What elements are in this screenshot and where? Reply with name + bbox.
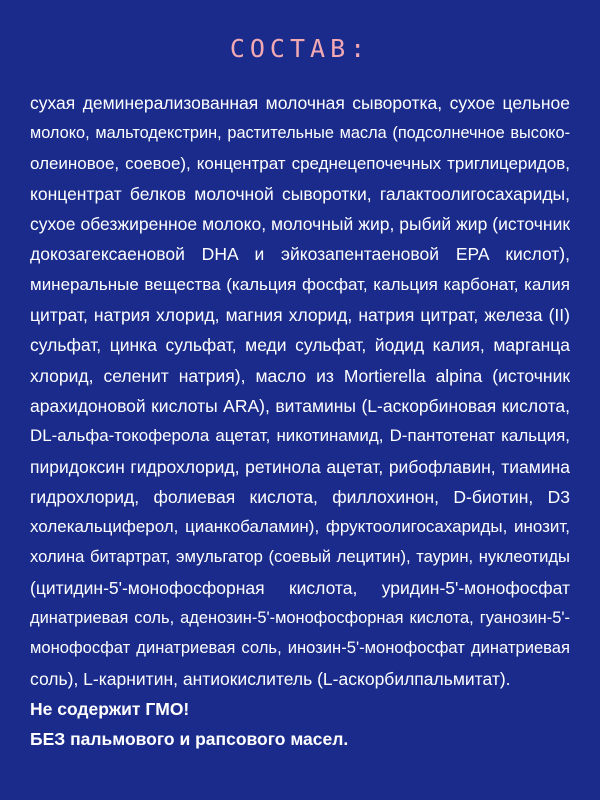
ingredients-line: сухое обезжиренное молоко, молочный жир, рыбий жир (источник (30, 214, 570, 235)
ingredients-line: минеральные вещества (кальция фосфат, кальция карбонат, калия (30, 274, 570, 294)
ingredients-line: гидрохлорид, фолиевая кислота, филлохинон, D-биотин, D3 (30, 486, 570, 507)
ingredients-line: соль), L-карнитин, антиокислитель (L-аскорбилпальмитат). (30, 668, 511, 689)
ingredients-line: динатриевая соль, аденозин-5'-монофосфорная кислота, гуанозин-5'- (30, 609, 570, 628)
ingredients-line: холина битартрат, эмульгатор (соевый лецитин), таурин, нуклеотиды (30, 547, 570, 567)
no-palm-oil-note: БЕЗ пальмового и рапсового масел. (30, 729, 349, 750)
ingredients-line: хлорид, селенит натрия), масло из Mortierella alpina (источник (30, 365, 570, 386)
ingredients-line: олеиновое, соевое), концентрат среднецепочечных триглицеридов, (30, 153, 570, 173)
ingredients-line: (цитидин-5'-монофосфорная кислота, уридин-5'-монофосфат (30, 577, 570, 598)
ingredients-line: холекальциферол, цианкобаламин), фруктоолигосахариды, инозит, (30, 517, 570, 537)
ingredients-line: пиридоксин гидрохлорид, ретинола ацетат, рибофлавин, тиамина (30, 456, 570, 477)
ingredients-line: цитрат, натрия хлорид, магния хлорид, натрия цитрат, железа (II) (30, 305, 570, 326)
gmo-free-note: Не содержит ГМО! (30, 698, 190, 719)
ingredients-line: монофосфат динатриевая соль, инозин-5'-монофосфат динатриевая (30, 638, 570, 658)
ingredients-text (30, 88, 570, 755)
ingredients-line: концентрат белков молочной сыворотки, галактоолигосахариды, (30, 183, 570, 204)
ingredients-line: сульфат, цинка сульфат, меди сульфат, йодид калия, марганца (30, 335, 570, 356)
ingredients-line: DL-альфа-токоферола ацетат, никотинамид, D-пантотенат кальция, (30, 426, 570, 446)
section-title: СОСТАВ: (229, 34, 371, 63)
ingredients-line: молоко, мальтодекстрин, растительные масла (подсолнечное высоко- (30, 124, 570, 143)
ingredients-line: докозагексаеновой DHA и эйкозапентаеновой EPA кислот), (30, 244, 570, 265)
ingredients-line: арахидоновой кислоты ARA), витамины (L-аскорбиновая кислота, (30, 395, 570, 416)
ingredients-line: сухая деминерализованная молочная сыворотка, сухое цельное (30, 93, 570, 113)
